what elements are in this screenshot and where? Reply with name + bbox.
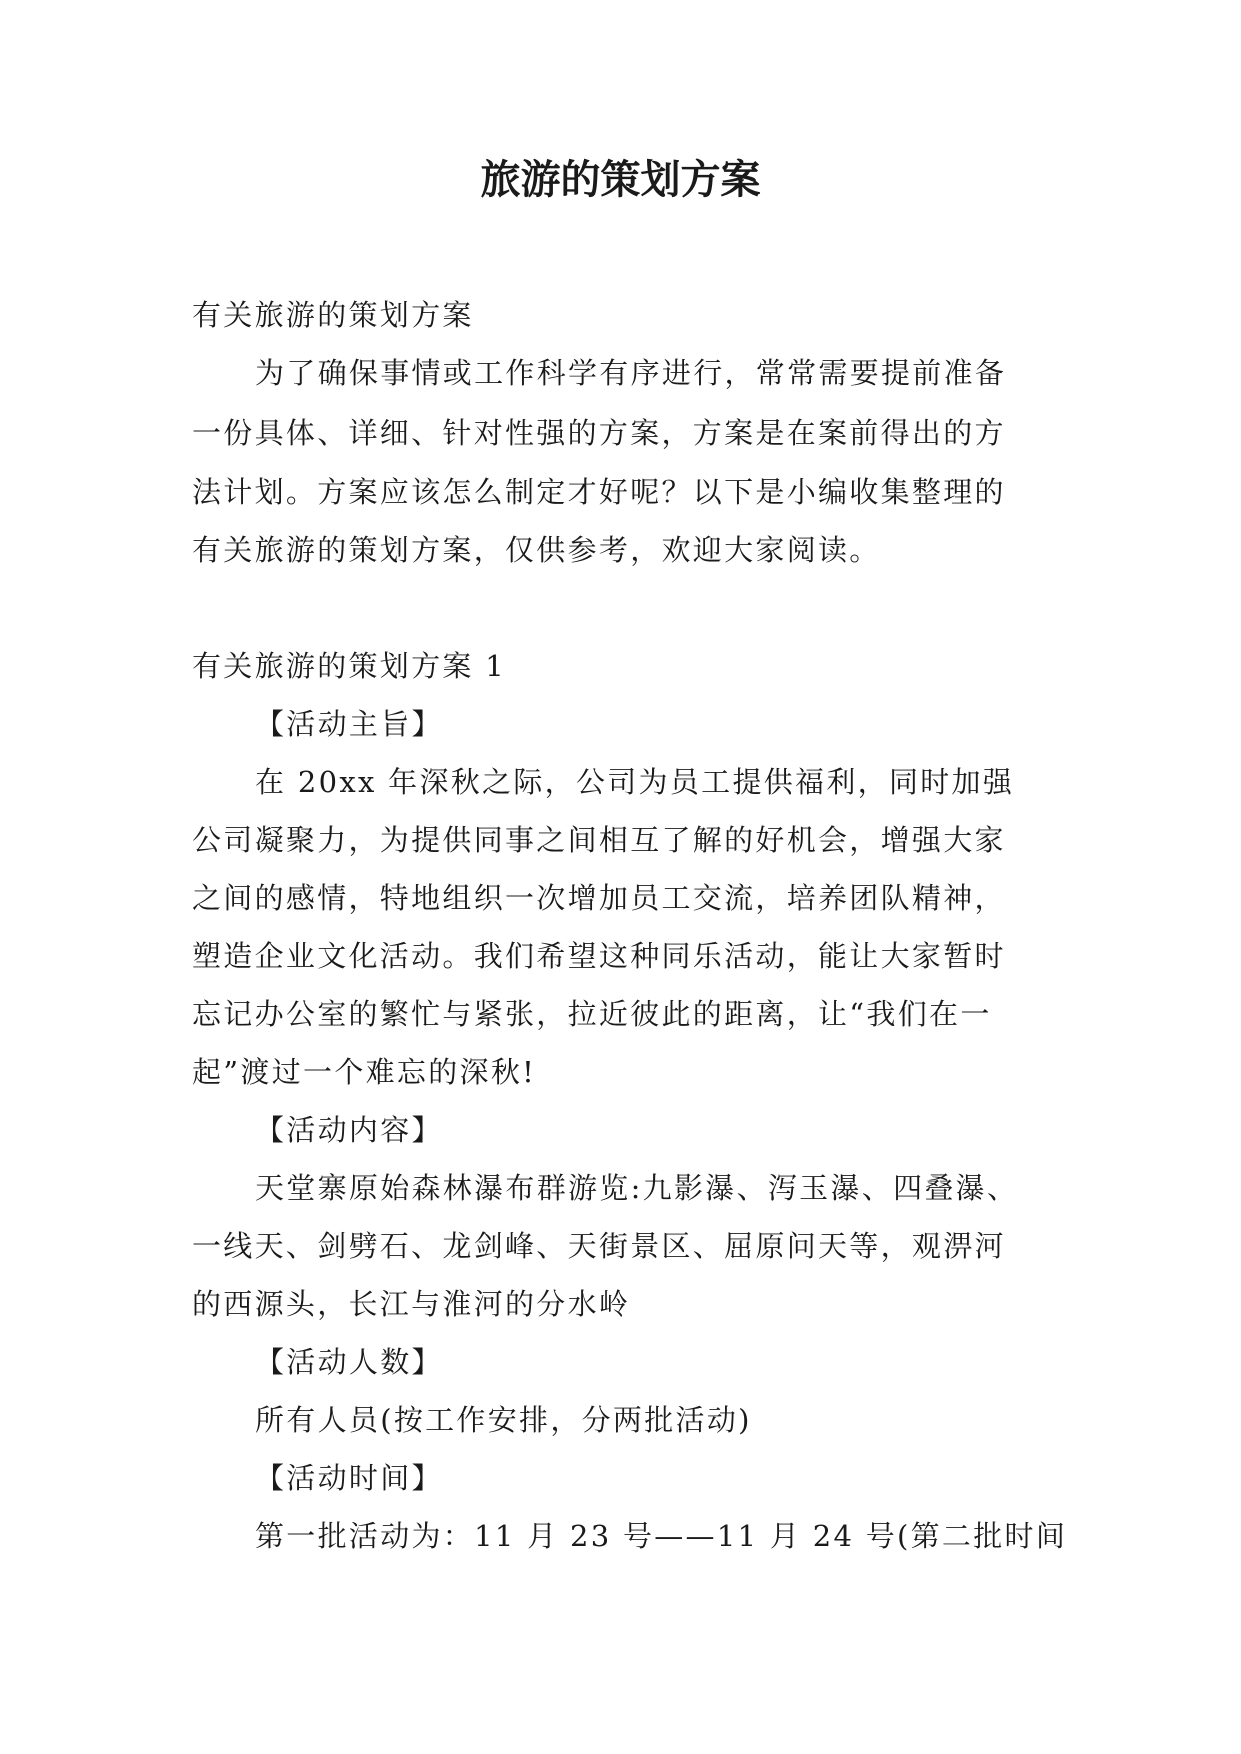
section-heading: 有关旅游的策划方案 1 bbox=[192, 649, 506, 683]
intro-line-4: 有关旅游的策划方案，仅供参考，欢迎大家阅读。 bbox=[192, 533, 881, 567]
content-line-2: 一线天、剑劈石、龙剑峰、天街景区、屈原问天等，观淠河 bbox=[192, 1229, 1006, 1263]
headcount-line: 所有人员(按工作安排，分两批活动) bbox=[255, 1403, 752, 1437]
heading-activity-purpose: 【活动主旨】 bbox=[255, 707, 443, 741]
purpose-line-4: 塑造企业文化活动。我们希望这种同乐活动，能让大家暂时 bbox=[192, 939, 1006, 973]
content-line-1: 天堂寨原始森林瀑布群游览:九影瀑、泻玉瀑、四叠瀑、 bbox=[255, 1171, 1019, 1205]
intro-line-2: 一份具体、详细、针对性强的方案，方案是在案前得出的方 bbox=[192, 416, 1006, 450]
content-line-3: 的西源头，长江与淮河的分水岭 bbox=[192, 1287, 631, 1321]
heading-activity-content: 【活动内容】 bbox=[255, 1113, 443, 1147]
heading-activity-headcount: 【活动人数】 bbox=[255, 1345, 443, 1379]
heading-activity-time: 【活动时间】 bbox=[255, 1461, 443, 1495]
purpose-line-1: 在 20xx 年深秋之际，公司为员工提供福利，同时加强 bbox=[255, 765, 1015, 799]
purpose-line-3: 之间的感情，特地组织一次增加员工交流，培养团队精神， bbox=[192, 881, 1006, 915]
subtitle-line: 有关旅游的策划方案 bbox=[192, 298, 474, 332]
purpose-line-5: 忘记办公室的繁忙与紧张，拉近彼此的距离，让“我们在一 bbox=[192, 997, 992, 1031]
intro-line-1: 为了确保事情或工作科学有序进行，常常需要提前准备 bbox=[255, 356, 1007, 390]
document-title: 旅游的策划方案 bbox=[480, 156, 761, 203]
purpose-line-6: 起”渡过一个难忘的深秋! bbox=[192, 1055, 537, 1089]
purpose-line-2: 公司凝聚力，为提供同事之间相互了解的好机会，增强大家 bbox=[192, 823, 1006, 857]
intro-line-3: 法计划。方案应该怎么制定才好呢？以下是小编收集整理的 bbox=[192, 475, 1006, 509]
time-line-1: 第一批活动为：11 月 23 号——11 月 24 号(第二批时间 bbox=[255, 1519, 1068, 1553]
